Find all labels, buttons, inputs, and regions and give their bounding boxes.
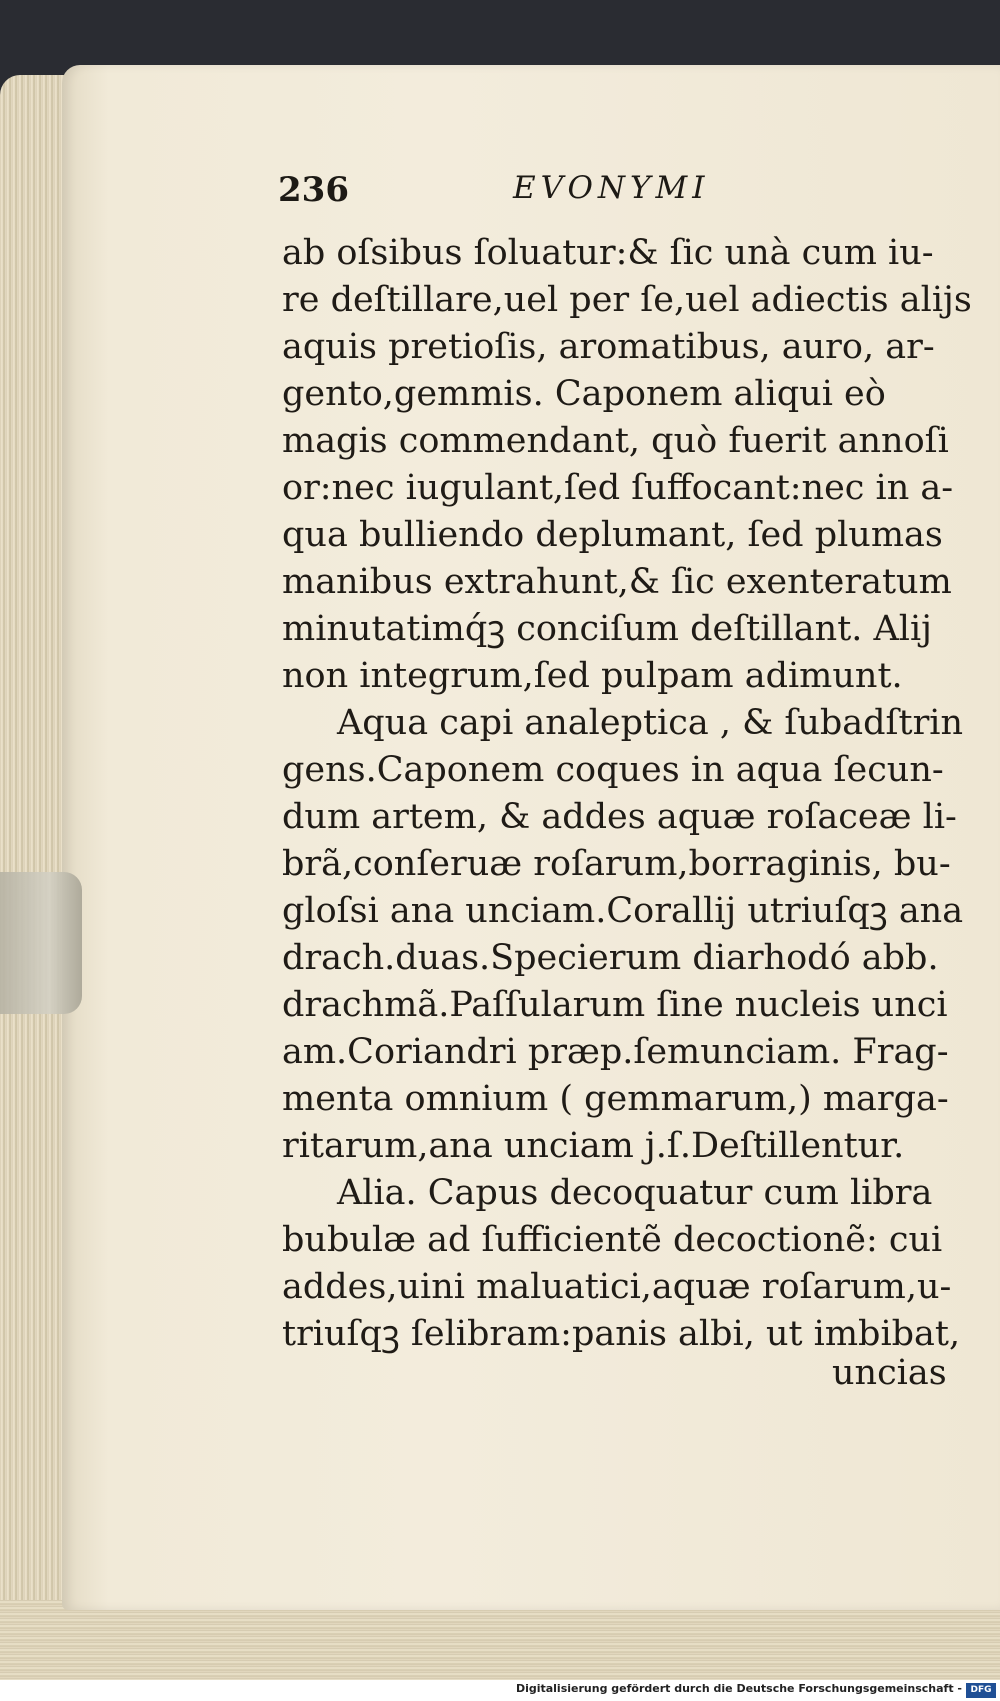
text-line: Aqua capi analeptica , & ſubadſtrin <box>337 703 964 743</box>
text-line: triuſqꝫ ſelibram:panis albi, ut imbibat, <box>282 1314 961 1354</box>
footer-bar <box>0 1680 1000 1701</box>
running-head: EVONYMI <box>513 170 710 206</box>
text-line: ab oſsibus ſoluatur:& ſic unà cum iu- <box>282 233 934 273</box>
catchword: uncias <box>832 1353 947 1393</box>
text-line: ritarum,ana unciam j.ſ.Deſtillentur. <box>282 1126 905 1166</box>
text-line: drachmã.Paſſularum ſine nucleis unci <box>282 985 948 1025</box>
page-edges-bottom <box>0 1600 1000 1680</box>
text-line: or:nec iugulant,ſed ſuffocant:nec in a- <box>282 468 954 508</box>
text-line: menta omnium ( gemmarum,) marga- <box>282 1079 949 1119</box>
text-line: drach.duas.Specierum diarhodó abb. <box>282 938 939 978</box>
footer-credit: Digitalisierung gefördert durch die Deutsche Forschungsgemeinschaft - <box>515 1682 962 1695</box>
text-line: non integrum,ſed pulpam adimunt. <box>282 656 903 696</box>
text-line: bubulæ ad ſufficientẽ decoctionẽ: cui <box>282 1220 943 1260</box>
text-line: dum artem, & addes aquæ roſaceæ li- <box>282 797 957 837</box>
text-line: Alia. Capus decoquatur cum libra <box>337 1173 933 1213</box>
text-line: addes,uini maluatici,aquæ roſarum,u- <box>282 1267 952 1307</box>
text-line: brã,conſeruæ roſarum,borraginis, bu- <box>282 844 951 884</box>
text-line: gens.Caponem coques in aqua ſecun- <box>282 750 944 790</box>
text-block <box>282 230 972 1358</box>
text-line: gloſsi ana unciam.Corallij utriuſqꝫ ana <box>282 891 964 931</box>
text-line: re deſtillare,uel per ſe,uel adiectis alijs <box>282 280 972 320</box>
page-header <box>278 170 758 220</box>
text-line: aquis pretioſis, aromatibus, auro, ar- <box>282 327 935 367</box>
text-line: am.Coriandri præp.ſemunciam. Frag- <box>282 1032 949 1072</box>
text-line: gento,gemmis. Caponem aliqui eò <box>282 374 886 414</box>
text-line: minutatimq́ꝫ conciſum deſtillant. Alij <box>282 609 933 649</box>
text-line: manibus extrahunt,& ſic exenteratum <box>282 562 952 602</box>
dfg-logo: DFG <box>966 1683 996 1698</box>
page-number: 236 <box>278 170 349 210</box>
text-line: magis commendant, quò fuerit annoſi <box>282 421 949 461</box>
text-line: qua bulliendo deplumant, ſed plumas <box>282 515 943 555</box>
page-marker-tab <box>0 872 82 1014</box>
